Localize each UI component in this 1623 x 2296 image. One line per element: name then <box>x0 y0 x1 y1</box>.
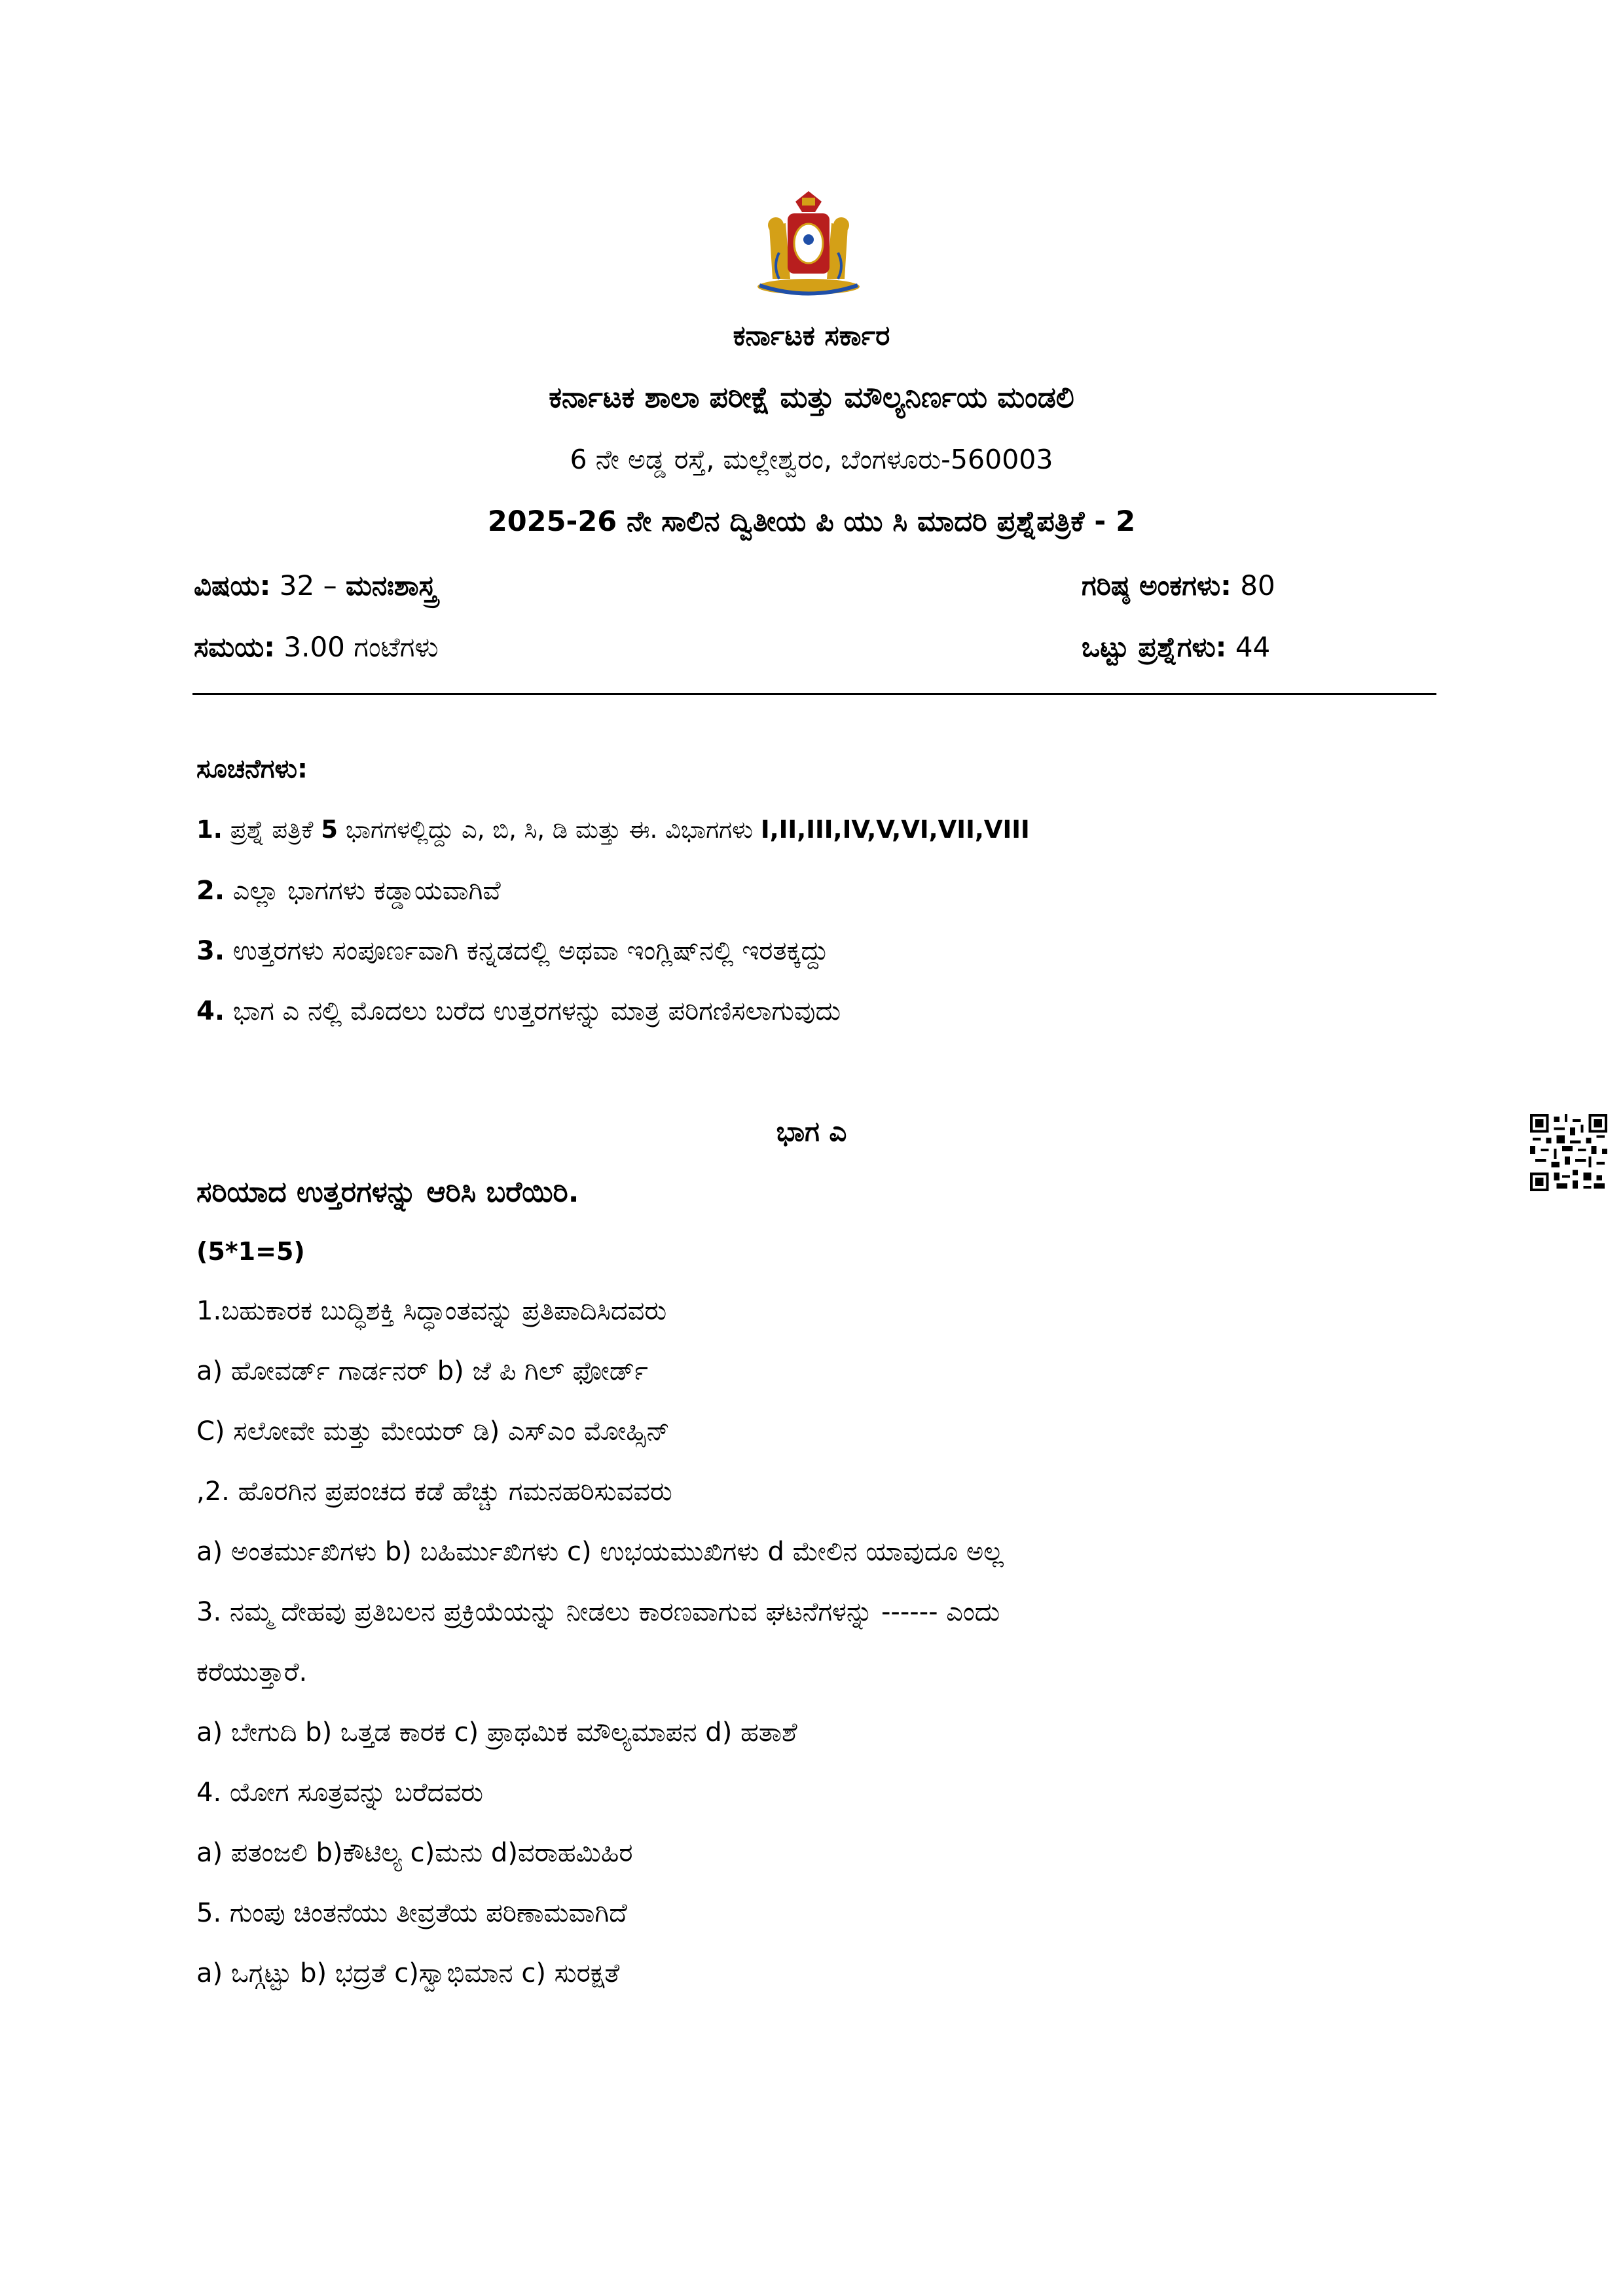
paper-title: 2025-26 ನೇ ಸಾಲಿನ ದ್ವಿತೀಯ ಪಿ ಯು ಸಿ ಮಾದರಿ ಪ್ರಶ್ನೆಪತ್ರಿಕೆ - 2 <box>487 505 1136 538</box>
question-line: a) ಬೇಗುದಿ b) ಒತ್ತಡ ಕಾರಕ c) ಪ್ರಾಥಮಿಕ ಮೌಲ್ಯಮಾಪನ d) ಹತಾಶೆ <box>196 1717 797 1748</box>
instruction-number: 2. <box>196 876 225 906</box>
subject-name: ಮನಃಶಾಸ್ತ್ರ <box>345 569 437 601</box>
subject-code: 32 – <box>279 569 346 601</box>
time-value: 3.00 ಗಂಟೆಗಳು <box>283 631 439 663</box>
part-a-heading: ಭಾಗ ಎ <box>776 1115 847 1147</box>
qr-code-icon <box>1530 1114 1607 1191</box>
total-questions-label: ಒಟ್ಟು ಪ್ರಶ್ನೆಗಳು: <box>1082 631 1227 663</box>
instruction-item <box>196 816 1030 844</box>
part-a-marks: (5*1=5) <box>196 1237 305 1266</box>
instruction-item <box>196 936 829 966</box>
question-line: a) ಹೋವರ್ಡ್ ಗಾರ್ಡನರ್ b) ಜೆ ಪಿ ಗಿಲ್ ಫೋರ್ಡ್ <box>196 1356 648 1386</box>
question-line: 1.ಬಹುಕಾರಕ ಬುದ್ಧಿಶಕ್ತಿ ಸಿದ್ಧಾಂತವನ್ನು ಪ್ರತಿಪಾದಿಸಿದವರು <box>196 1296 667 1326</box>
question-line: C) ಸಲೋವೇ ಮತ್ತು ಮೇಯರ್ ಡಿ) ಎಸ್‌ಎಂ ಮೋಹ್ಸಿನ್ <box>196 1416 670 1446</box>
instructions-heading <box>196 754 308 784</box>
header-divider <box>192 693 1436 695</box>
instruction-text: ಎಲ್ಲಾ ಭಾಗಗಳು ಕಡ್ಡಾಯವಾಗಿವೆ <box>232 876 501 906</box>
instruction-text: ಉತ್ತರಗಳು ಸಂಪೂರ್ಣವಾಗಿ ಕನ್ನಡದಲ್ಲಿ ಅಥವಾ ಇಂಗ್ಲಿಷ್‌ನಲ್ಲಿ ಇರತಕ್ಕದ್ದು <box>232 936 829 966</box>
board-address: 6 ನೇ ಅಡ್ಡ ರಸ್ತೆ, ಮಲ್ಲೇಶ್ವರಂ, ಬೆಂಗಳೂರು-560003 <box>570 444 1053 475</box>
question-line: a) ಅಂತರ್ಮುಖಿಗಳು b) ಬಹಿರ್ಮುಖಿಗಳು c) ಉಭಯಮುಖಿಗಳು d ಮೇಲಿನ ಯಾವುದೂ ಅಲ್ಲ <box>196 1537 1004 1567</box>
question-line: 3. ನಮ್ಮ ದೇಹವು ಪ್ರತಿಬಲನ ಪ್ರಕ್ರಿಯೆಯನ್ನು ನೀಡಲು ಕಾರಣವಾಗುವ ಘಟನೆಗಳನ್ನು ------ ಎಂದು <box>196 1597 1000 1627</box>
instruction-text: ಭಾಗ ಎ ನಲ್ಲಿ ಮೊದಲು ಬರೆದ ಉತ್ತರಗಳನ್ನು ಮಾತ್ರ ಪರಿಗಣಿಸಲಾಗುವುದು <box>232 996 841 1026</box>
government-title: ಕರ್ನಾಟಕ ಸರ್ಕಾರ <box>733 319 890 351</box>
instructions-heading-text: ಸೂಚನೆಗಳು: <box>196 754 308 784</box>
total-questions-value: 44 <box>1235 631 1271 663</box>
max-marks-label: ಗರಿಷ್ಠ ಅಂಕಗಳು: <box>1082 569 1231 601</box>
question-line: 4. ಯೋಗ ಸೂತ್ರವನ್ನು ಬರೆದವರು <box>196 1778 484 1808</box>
total-questions-line <box>1082 631 1270 664</box>
instruction-item <box>196 996 841 1026</box>
question-line: ಕರೆಯುತ್ತಾರೆ. <box>196 1657 308 1687</box>
instruction-text: ಭಾಗಗಳಲ್ಲಿದ್ದು ಎ, ಬಿ, ಸಿ, ಡಿ ಮತ್ತು ಈ. ವಿಭಾಗಗಳು <box>337 816 761 844</box>
max-marks-line <box>1082 569 1275 602</box>
instruction-bold: 5 <box>321 816 338 844</box>
question-line: 5. ಗುಂಪು ಚಿಂತನೆಯು ತೀವ್ರತೆಯ ಪರಿಣಾಮವಾಗಿದೆ <box>196 1898 627 1928</box>
instruction-bold: I,II,III,IV,V,VI,VII,VIII <box>760 816 1030 844</box>
instruction-number: 4. <box>196 996 225 1026</box>
instruction-number: 3. <box>196 936 225 966</box>
subject-label: ವಿಷಯ: <box>194 569 271 601</box>
karnataka-emblem-icon <box>750 187 867 298</box>
max-marks-value: 80 <box>1240 569 1275 601</box>
part-a-instruction: ಸರಿಯಾದ ಉತ್ತರಗಳನ್ನು ಆರಿಸಿ ಬರೆಯಿರಿ. <box>196 1175 579 1209</box>
question-line: a) ಒಗ್ಗಟ್ಟು b) ಭದ್ರತೆ c)ಸ್ವಾಭಿಮಾನ c) ಸುರಕ್ಷತೆ <box>196 1958 620 1988</box>
question-line: ,2. ಹೊರಗಿನ ಪ್ರಪಂಚದ ಕಡೆ ಹೆಚ್ಚು ಗಮನಹರಿಸುವವರು <box>196 1477 672 1507</box>
instruction-number: 1. <box>196 816 223 844</box>
instruction-item <box>196 876 501 906</box>
board-title: ಕರ್ನಾಟಕ ಶಾಲಾ ಪರೀಕ್ಷೆ ಮತ್ತು ಮೌಲ್ಯನಿರ್ಣಯ ಮಂಡಲಿ <box>549 381 1074 414</box>
subject-line <box>194 569 437 602</box>
time-line <box>194 631 439 664</box>
question-line: a) ಪತಂಜಲಿ b)ಕೌಟಿಲ್ಯ c)ಮನು d)ವರಾಹಮಿಹಿರ <box>196 1838 633 1868</box>
instruction-text: ಪ್ರಶ್ನೆ ಪತ್ರಿಕೆ <box>230 816 321 844</box>
time-label: ಸಮಯ: <box>194 631 276 663</box>
